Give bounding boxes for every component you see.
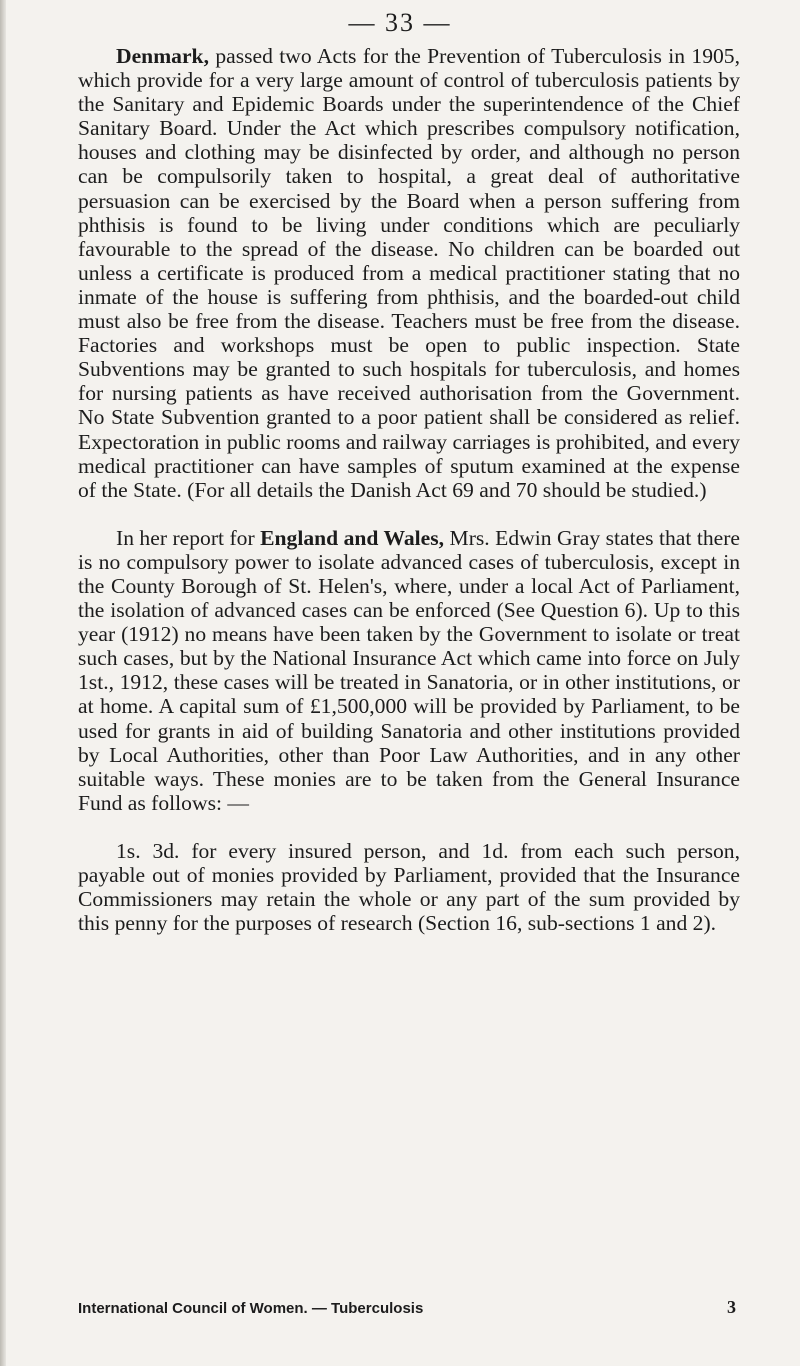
paragraph-denmark [78,44,740,502]
page-number-header: — 33 — [348,8,452,37]
page-edge-shadow [0,0,6,1366]
page-header [0,8,800,38]
paragraph-pre: In her report for [116,525,261,550]
page-footer [78,1297,740,1318]
footer-source: International Council of Women. — Tuberculosis [78,1300,424,1317]
paragraph-text: passed two Acts for the Prevention of Tuberculosis in 1905, which provide for a very large amount of control of tuberculosis patients by the Sanitary and Epidemic Boards under the superintendence of the Chief Sanitary Board. Under the Act which prescribes compulsory notification, houses and clothing may be disinfected by order, and although no person can be compulsorily taken to hospital, a great deal of authoritative persuasion can be exercised by the Board when a person suffering from phthisis is found to be living under conditions which are peculiarly favourable to the spread of the disease. No children can be boarded out unless a certificate is produced from a medical practitioner stating that no inmate of the house is suffering from phthisis, and the boarded-out child must also be free from the disease. Teachers must be free from the disease. Factories and workshops must be open to public inspection. State Subventions may be granted to such hospitals for tuberculosis, and homes for nursing patients as have received authorisation from the Government. No State Subvention granted to a poor patient shall be considered as relief. Expectoration in public rooms and railway carriages is prohibited, and every medical practitioner can have samples of sputum examined at the expense of the State. (For all details the Danish Act 69 and 70 should be studied.) [78,44,740,502]
paragraph-insurance [78,839,740,935]
paragraph-text: 1s. 3d. for every insured person, and 1d. from each such person, payable out of monies provided by Parliament, provided that the Insurance Commissioners may retain the whole or any part of the sum provided by this penny for the purposes of research (Section 16, sub-sections 1 and 2). [78,838,740,936]
footer-signature-number: 3 [727,1297,736,1317]
body-text [78,44,740,935]
paragraph-lead: England and Wales, [260,525,445,550]
paragraph-england [78,526,740,815]
paragraph-lead: Denmark, [116,44,209,68]
paragraph-text: Mrs. Edwin Gray states that there is no compulsory power to isolate advanced cases of tuberculosis, except in the County Borough of St. Helen's, where, under a local Act of Parliament, the isolation of advanced cases can be enforced (See Question 6). Up to this year (1912) no means have been taken by the Government to isolate or treat such cases, but by the National Insurance Act which came into force on July 1st., 1912, these cases will be treated in Sanatoria, or in other institutions, or at home. A capital sum of £1,500,000 will be provided by Parliament, to be used for grants in aid of building Sanatoria and other institutions provided by Local Authorities, other than Poor Law Authorities, and in any other suitable ways. These monies are to be taken from the General Insurance Fund as follows: — [78,525,740,815]
